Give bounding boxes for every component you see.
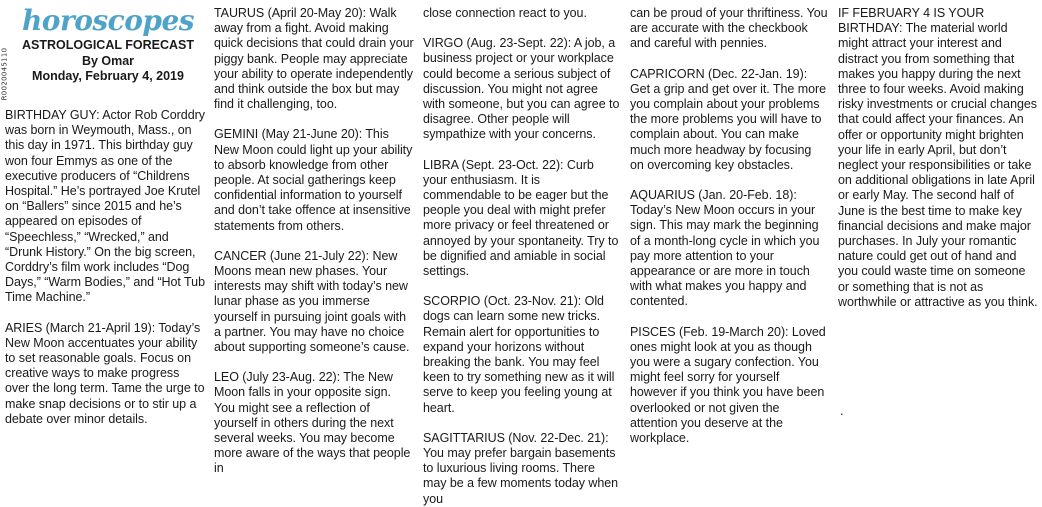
birthday-forecast-paragraph: IF FEBRUARY 4 IS YOUR BIRTHDAY: The material world might attract your interest and distract you from something that makes you happy during the next three to four weeks. Avoid making risky investments or crucial changes that could affect your finances. An offer or opportunity might brighten your life in early April, but don’t neglect your responsibilities or take on additional obligations in late April or early May. The second half of June is the best time to make key financial decisions and make major purchases. In July your romantic nature could get out of hand and you could waste time on someone or something that is not as worthwhile or attractive as you think. (838, 6, 1038, 309)
pisces-paragraph: PISCES (Feb. 19-March 20): Loved ones might look at you as though you were a sugary confection. You might feel sorry for yourself however if you think you have been overlooked or not given the attention you deserve at the workplace. (630, 324, 826, 446)
leo-paragraph: LEO (July 23-Aug. 22): The New Moon falls in your opposite sign. You might see a reflection of yourself in others during the next several weeks. You may become more aware of the ways that people in (214, 370, 411, 476)
birthday-guy-paragraph: BIRTHDAY GUY: Actor Rob Corddry was born in Weymouth, Mass., on this day in 1971. This birthday guy won four Emmys as one of the executive producers of “Childrens Hospital.” He’s portrayed Joe Krutel on “Ballers” since 2015 and he’s appeared on episodes of “Speechless,” “Wrecked,” and “Drunk History.” On the big screen, Corddry’s film work includes “Dog Days,” “Warm Bodies,” and “Hot Tub Time Machine.” (5, 108, 205, 305)
cancer-paragraph: CANCER (June 21-July 22): New Moons mean new phases. Your interests may shift with today’s new lunar phase as you immerse yourself in pursuing joint goals with a partner. You may have no choice about supporting someone’s cause. (214, 248, 410, 355)
capricorn-paragraph: CAPRICORN (Dec. 22-Jan. 19): Get a grip and get over it. The more you complain about your problems the more problems you will have to complain about. You can make much more headway by focusing on overcoming key obstacles. (630, 66, 826, 172)
horoscopes-logo: horoscopes (21, 4, 195, 37)
column-2 (214, 6, 414, 476)
masthead (10, 4, 206, 85)
column-4 (630, 6, 828, 446)
column-3 (423, 6, 621, 506)
virgo-paragraph: VIRGO (Aug. 23-Sept. 22): A job, a business project or your workplace could become a serious subject of discussion. You might not agree with someone, but you can agree to disagree. Other people will sympathize with your concerns. (423, 36, 620, 142)
sagittarius-paragraph: SAGITTARIUS (Nov. 22-Dec. 21): You may prefer bargain basements to luxurious living rooms. There may be a few moments today when you (423, 430, 619, 506)
trailing-mark: . (840, 404, 844, 418)
column-1 (5, 108, 206, 424)
byline: By Omar (81, 53, 135, 68)
leo-continued-paragraph: close connection react to you. (423, 6, 587, 20)
aquarius-paragraph: AQUARIUS (Jan. 20-Feb. 18): Today’s New Moon occurs in your sign. This may mark the beginning of a month-long cycle in which you pay more attention to your appearance or are more in touch with what makes you happy and contented. (630, 188, 820, 309)
aries-paragraph: ARIES (March 21-April 19): Today’s New Moon accentuates your ability to set reasonable goals. Focus on creative ways to make progress over the long term. Tame the urge to make snap decisions or to stir up a debate over minor details. (5, 320, 205, 426)
gemini-paragraph: GEMINI (May 21-June 20): This New Moon could light up your ability to absorb knowledge from other people. At social gatherings keep confidential information to yourself and don’t take offence at insensitive statements from others. (214, 127, 413, 233)
column-5 (838, 6, 1038, 424)
publication-date: Monday, February 4, 2019 (32, 69, 184, 83)
side-code: R0020045110 (0, 47, 9, 101)
sagittarius-continued-paragraph: can be proud of your thriftiness. You are accurate with the checkbook and careful with pennies. (630, 6, 828, 51)
libra-paragraph: LIBRA (Sept. 23-Oct. 22): Curb your enthusiasm. It is commendable to be eager but the people you deal with might prefer more privacy or feel threatened or annoyed by your spontaneity. Try to be dignified and amiable in social settings. (423, 157, 619, 279)
taurus-paragraph: TAURUS (April 20-May 20): Walk away from a fight. Avoid making quick decisions that could drain your piggy bank. People may appreciate your ability to operate independently and think outside the box but may find it challenging, too. (214, 6, 414, 112)
section-subtitle: ASTROLOGICAL FORECAST (22, 38, 194, 52)
scorpio-paragraph: SCORPIO (Oct. 23-Nov. 21): Old dogs can learn some new tricks. Remain alert for opportunities to expand your horizons without breaking the bank. You may feel keen to try something new as it will serve to keep you feeling young at heart. (423, 294, 615, 415)
